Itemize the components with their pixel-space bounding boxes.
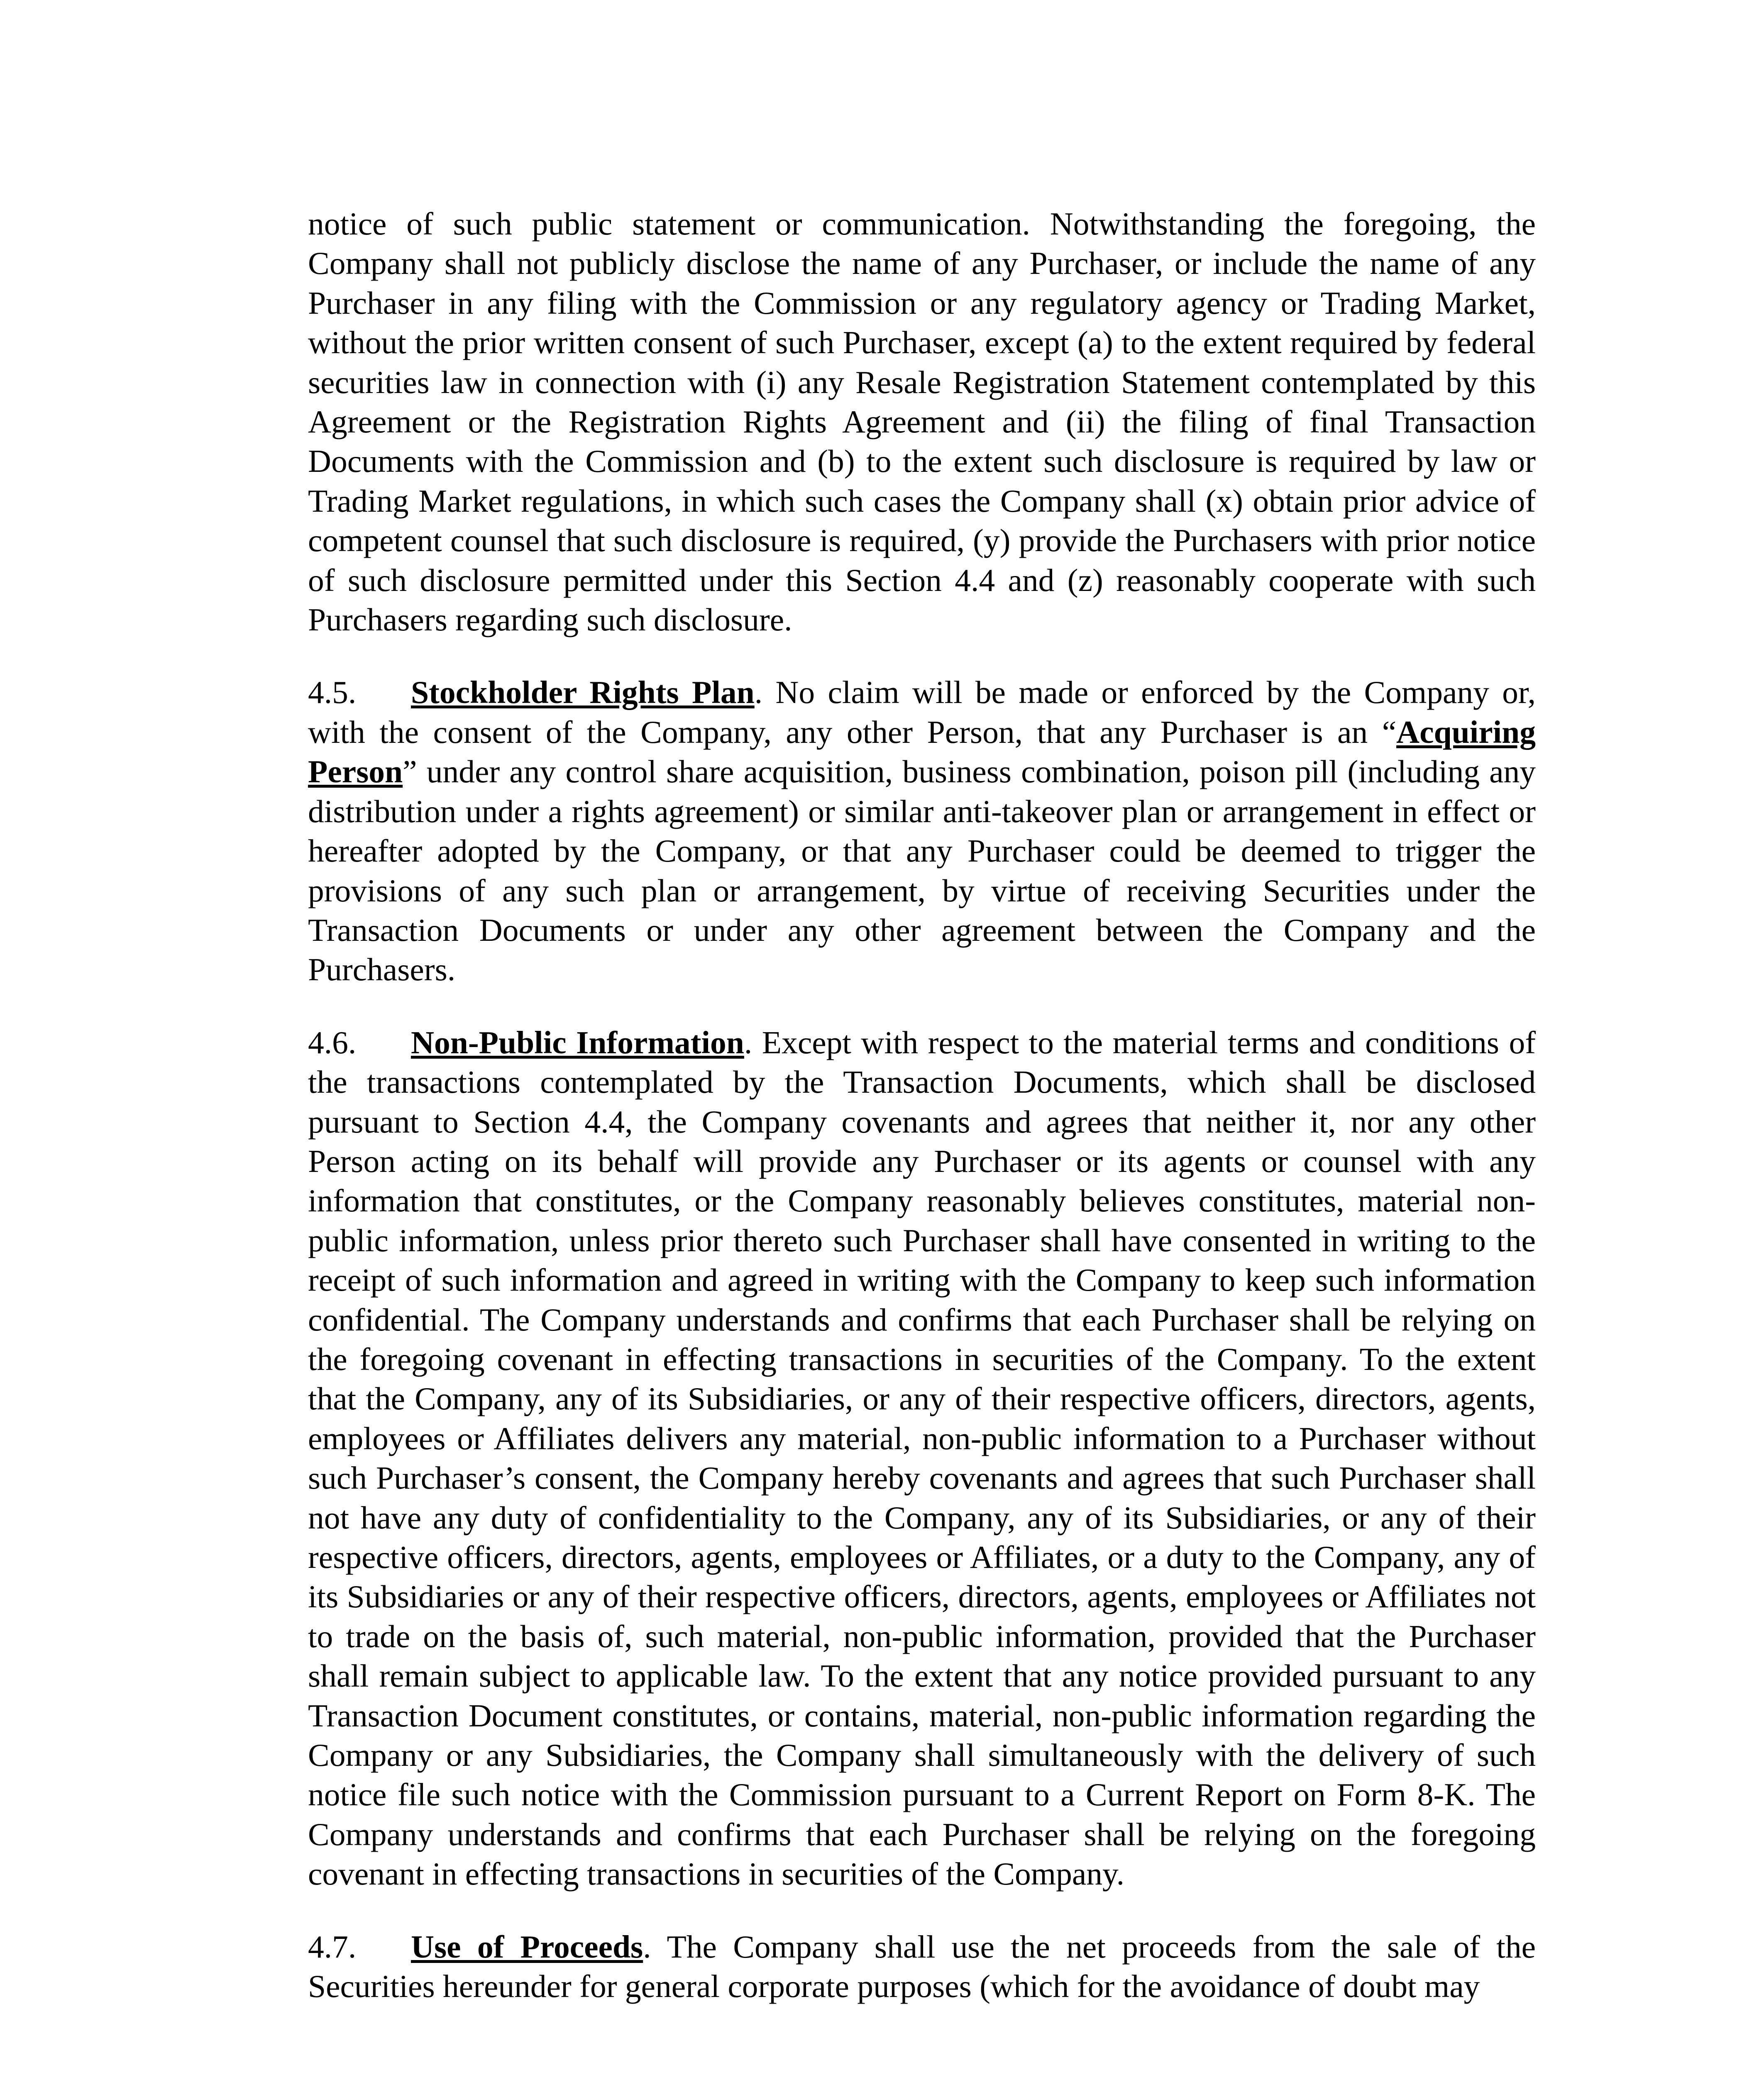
section-number: 4.5. (308, 674, 357, 710)
section-heading: Use of Proceeds (411, 1929, 643, 1965)
section-4-7 (308, 1927, 1536, 2007)
section-4-6 (308, 1023, 1536, 1894)
section-heading: Non-Public Information (411, 1024, 744, 1060)
section-heading: Stockholder Rights Plan (411, 674, 755, 710)
section-text-continued: ” under any control share acquisition, business combination, poison pill (including any distribution under a rights agreement) or similar anti-takeover plan or arrangement in effect or hereafter adopted by the Company, or that any Purchaser could be deemed to trigger the provisions of any such plan or arrangement, by virtue of receiving Securities under the Transaction Documents or under any other agreement between the Company and the Purchasers. (308, 754, 1536, 988)
document-body (308, 204, 1536, 2039)
section-text: . No claim will be made or enforced by the Company or, with the consent of the Company, any other Person, that any Purchaser is an “ (308, 674, 1536, 750)
section-text: . Except with respect to the material terms and conditions of the transactions contemplated by the Transaction Documents, which shall be disclosed pursuant to Section 4.4, the Company covenants and agrees that neither it, nor any other Person acting on its behalf will provide any Purchaser or its agents or counsel with any information that constitutes, or the Company reasonably believes constitutes, material non-public information, unless prior thereto such Purchaser shall have consented in writing to the receipt of such information and agreed in writing with the Company to keep such information confidential. The Company understands and confirms that each Purchaser shall be relying on the foregoing covenant in effecting transactions in securities of the Company. To the extent that the Company, any of its Subsidiaries, or any of their respective officers, directors, agents, employees or Affiliates delivers any material, non-public information to a Purchaser without such Purchaser’s consent, the Company hereby covenants and agrees that such Purchaser shall not have any duty of confidentiality to the Company, any of its Subsidiaries, or any of their respective officers, directors, agents, employees or Affiliates, or a duty to the Company, any of its Subsidiaries or any of their respective officers, directors, agents, employees or Affiliates not to trade on the basis of, such material, non-public information, provided that the Purchaser shall remain subject to applicable law. To the extent that any notice provided pursuant to any Transaction Document constitutes, or contains, material, non-public information regarding the Company or any Subsidiaries, the Company shall simultaneously with the delivery of such notice file such notice with the Commission pursuant to a Current Report on Form 8-K. The Company understands and confirms that each Purchaser shall be relying on the foregoing covenant in effecting transactions in securities of the Company. (308, 1024, 1536, 1892)
defined-term: Acquiring Person (308, 714, 1536, 790)
section-number: 4.6. (308, 1024, 357, 1060)
section-number: 4.7. (308, 1929, 357, 1965)
section-text: . The Company shall use the net proceeds from the sale of the Securities hereunder for general corporate purposes (which for the avoidance of doubt may (308, 1929, 1536, 2004)
intro-paragraph (308, 204, 1536, 640)
intro-paragraph-text: notice of such public statement or communication. Notwithstanding the foregoing, the Company shall not publicly disclose the name of any Purchaser, or include the name of any Purchaser in any filing with the Commission or any regulatory agency or Trading Market, without the prior written consent of such Purchaser, except (a) to the extent required by federal securities law in connection with (i) any Resale Registration Statement contemplated by this Agreement or the Registration Rights Agreement and (ii) the filing of final Transaction Documents with the Commission and (b) to the extent such disclosure is required by law or Trading Market regulations, in which such cases the Company shall (x) obtain prior advice of competent counsel that such disclosure is required, (y) provide the Purchasers with prior notice of such disclosure permitted under this Section 4.4 and (z) reasonably cooperate with such Purchasers regarding such disclosure. (308, 206, 1536, 638)
section-4-5 (308, 673, 1536, 989)
